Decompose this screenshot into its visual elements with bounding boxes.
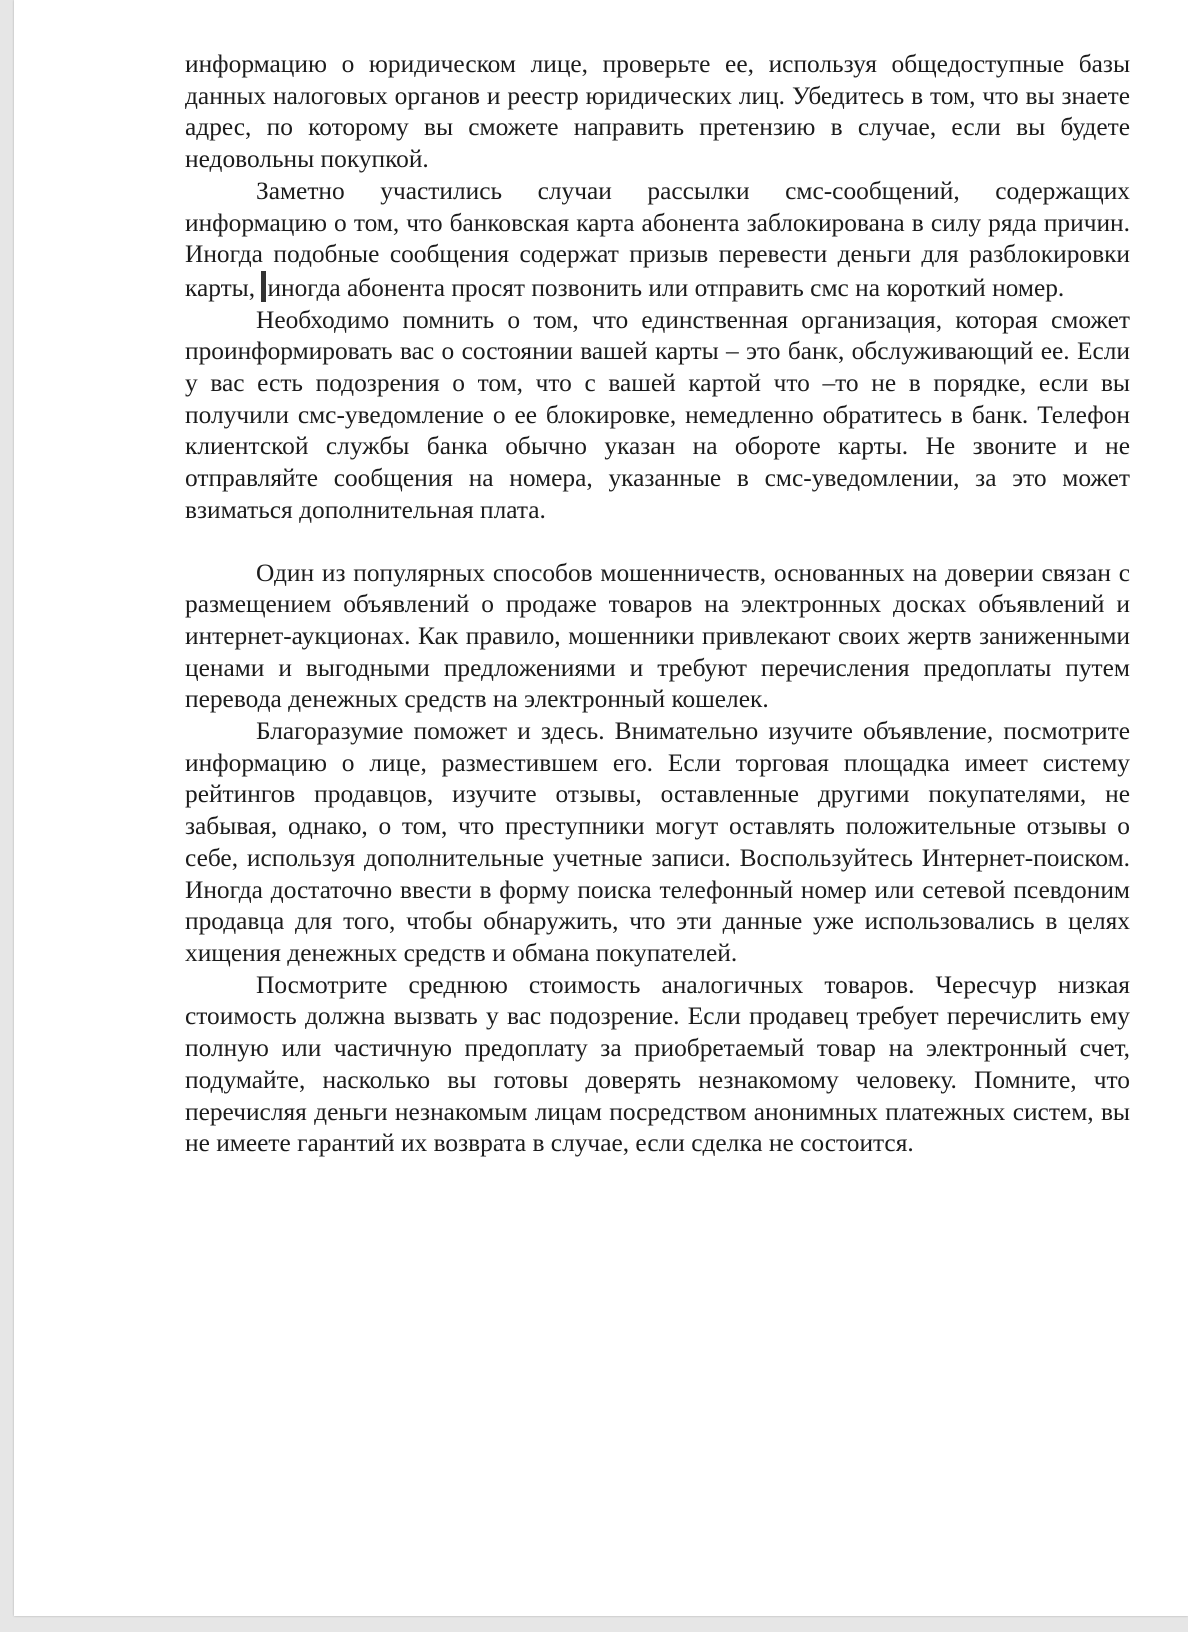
document-page — [14, 0, 1188, 1616]
paragraph-6: Посмотрите среднюю стоимость аналогичных товаров. Чересчур низкая стоимость должна вызвать у вас подозрение. Если продавец требует перечислить ему полную или частичную предоплату за приобретаемый товар на электронный счет, подумайте, насколько вы готовы доверять незнакомому человеку. Помните, что перечисляя деньги незнакомым лицам посредством анонимных платежных систем, вы не имеете гарантий их возврата в случае, если сделка не состоится. — [185, 970, 1130, 1158]
document-body[interactable] — [185, 49, 1130, 1160]
text-cursor — [261, 271, 266, 302]
paragraph-2-before-cursor: Заметно участились случаи рассылки смс-сообщений, содержащих информацию о том, что банковская карта абонента заблокирована в силу ряда причин. Иногда подобные сообщения содержат призыв перевести деньги для разблокировки карты, — [185, 176, 1130, 302]
paragraph-5: Благоразумие поможет и здесь. Внимательно изучите объявление, посмотрите информацию о лице, разместившем его. Если торговая площадка имеет систему рейтингов продавцов, изучите отзывы, оставленные другими покупателями, не забывая, однако, о том, что преступники могут оставлять положительные отзывы о себе, используя дополнительные учетные записи. Воспользуйтесь Интернет-поиском. Иногда достаточно ввести в форму поиска телефонный номер или сетевой псевдоним продавца для того, чтобы обнаружить, что эти данные уже использовались в целях хищения денежных средств и обмана покупателей. — [185, 717, 1130, 967]
paragraph-4: Один из популярных способов мошенничеств, основанных на доверии связан с размещением объявлений о продаже товаров на электронных досках объявлений и интернет-аукционах. Как правило, мошенники привлекают своих жертв заниженными ценами и выгодными предложениями и требуют перечисления предоплаты путем перевода денежных средств на электронный кошелек. — [185, 558, 1130, 714]
paragraph-3: Необходимо помнить о том, что единственная организация, которая сможет проинформировать вас о состоянии вашей карты – это банк, обслуживающий ее. Если у вас есть подозрения о том, что с вашей картой что –то не в порядке, если вы получили смс-уведомление о ее блокировке, немедленно обратитесь в банк. Телефон клиентской службы банка обычно указан на обороте карты. Не звоните и не отправляйте сообщения на номера, указанные в смс-уведомлении, за это может взиматься дополнительная плата. — [185, 305, 1130, 524]
paragraph-2-after-cursor: иногда абонента просят позвонить или отправить смс на короткий номер. — [267, 273, 1065, 302]
paragraph-1: информацию о юридическом лице, проверьте ее, используя общедоступные базы данных налоговых органов и реестр юридических лиц. Убедитесь в том, что вы знаете адрес, по которому вы сможете направить претензию в случае, если вы будете недовольны покупкой. — [185, 50, 1130, 174]
paragraph-2 — [185, 176, 1130, 305]
